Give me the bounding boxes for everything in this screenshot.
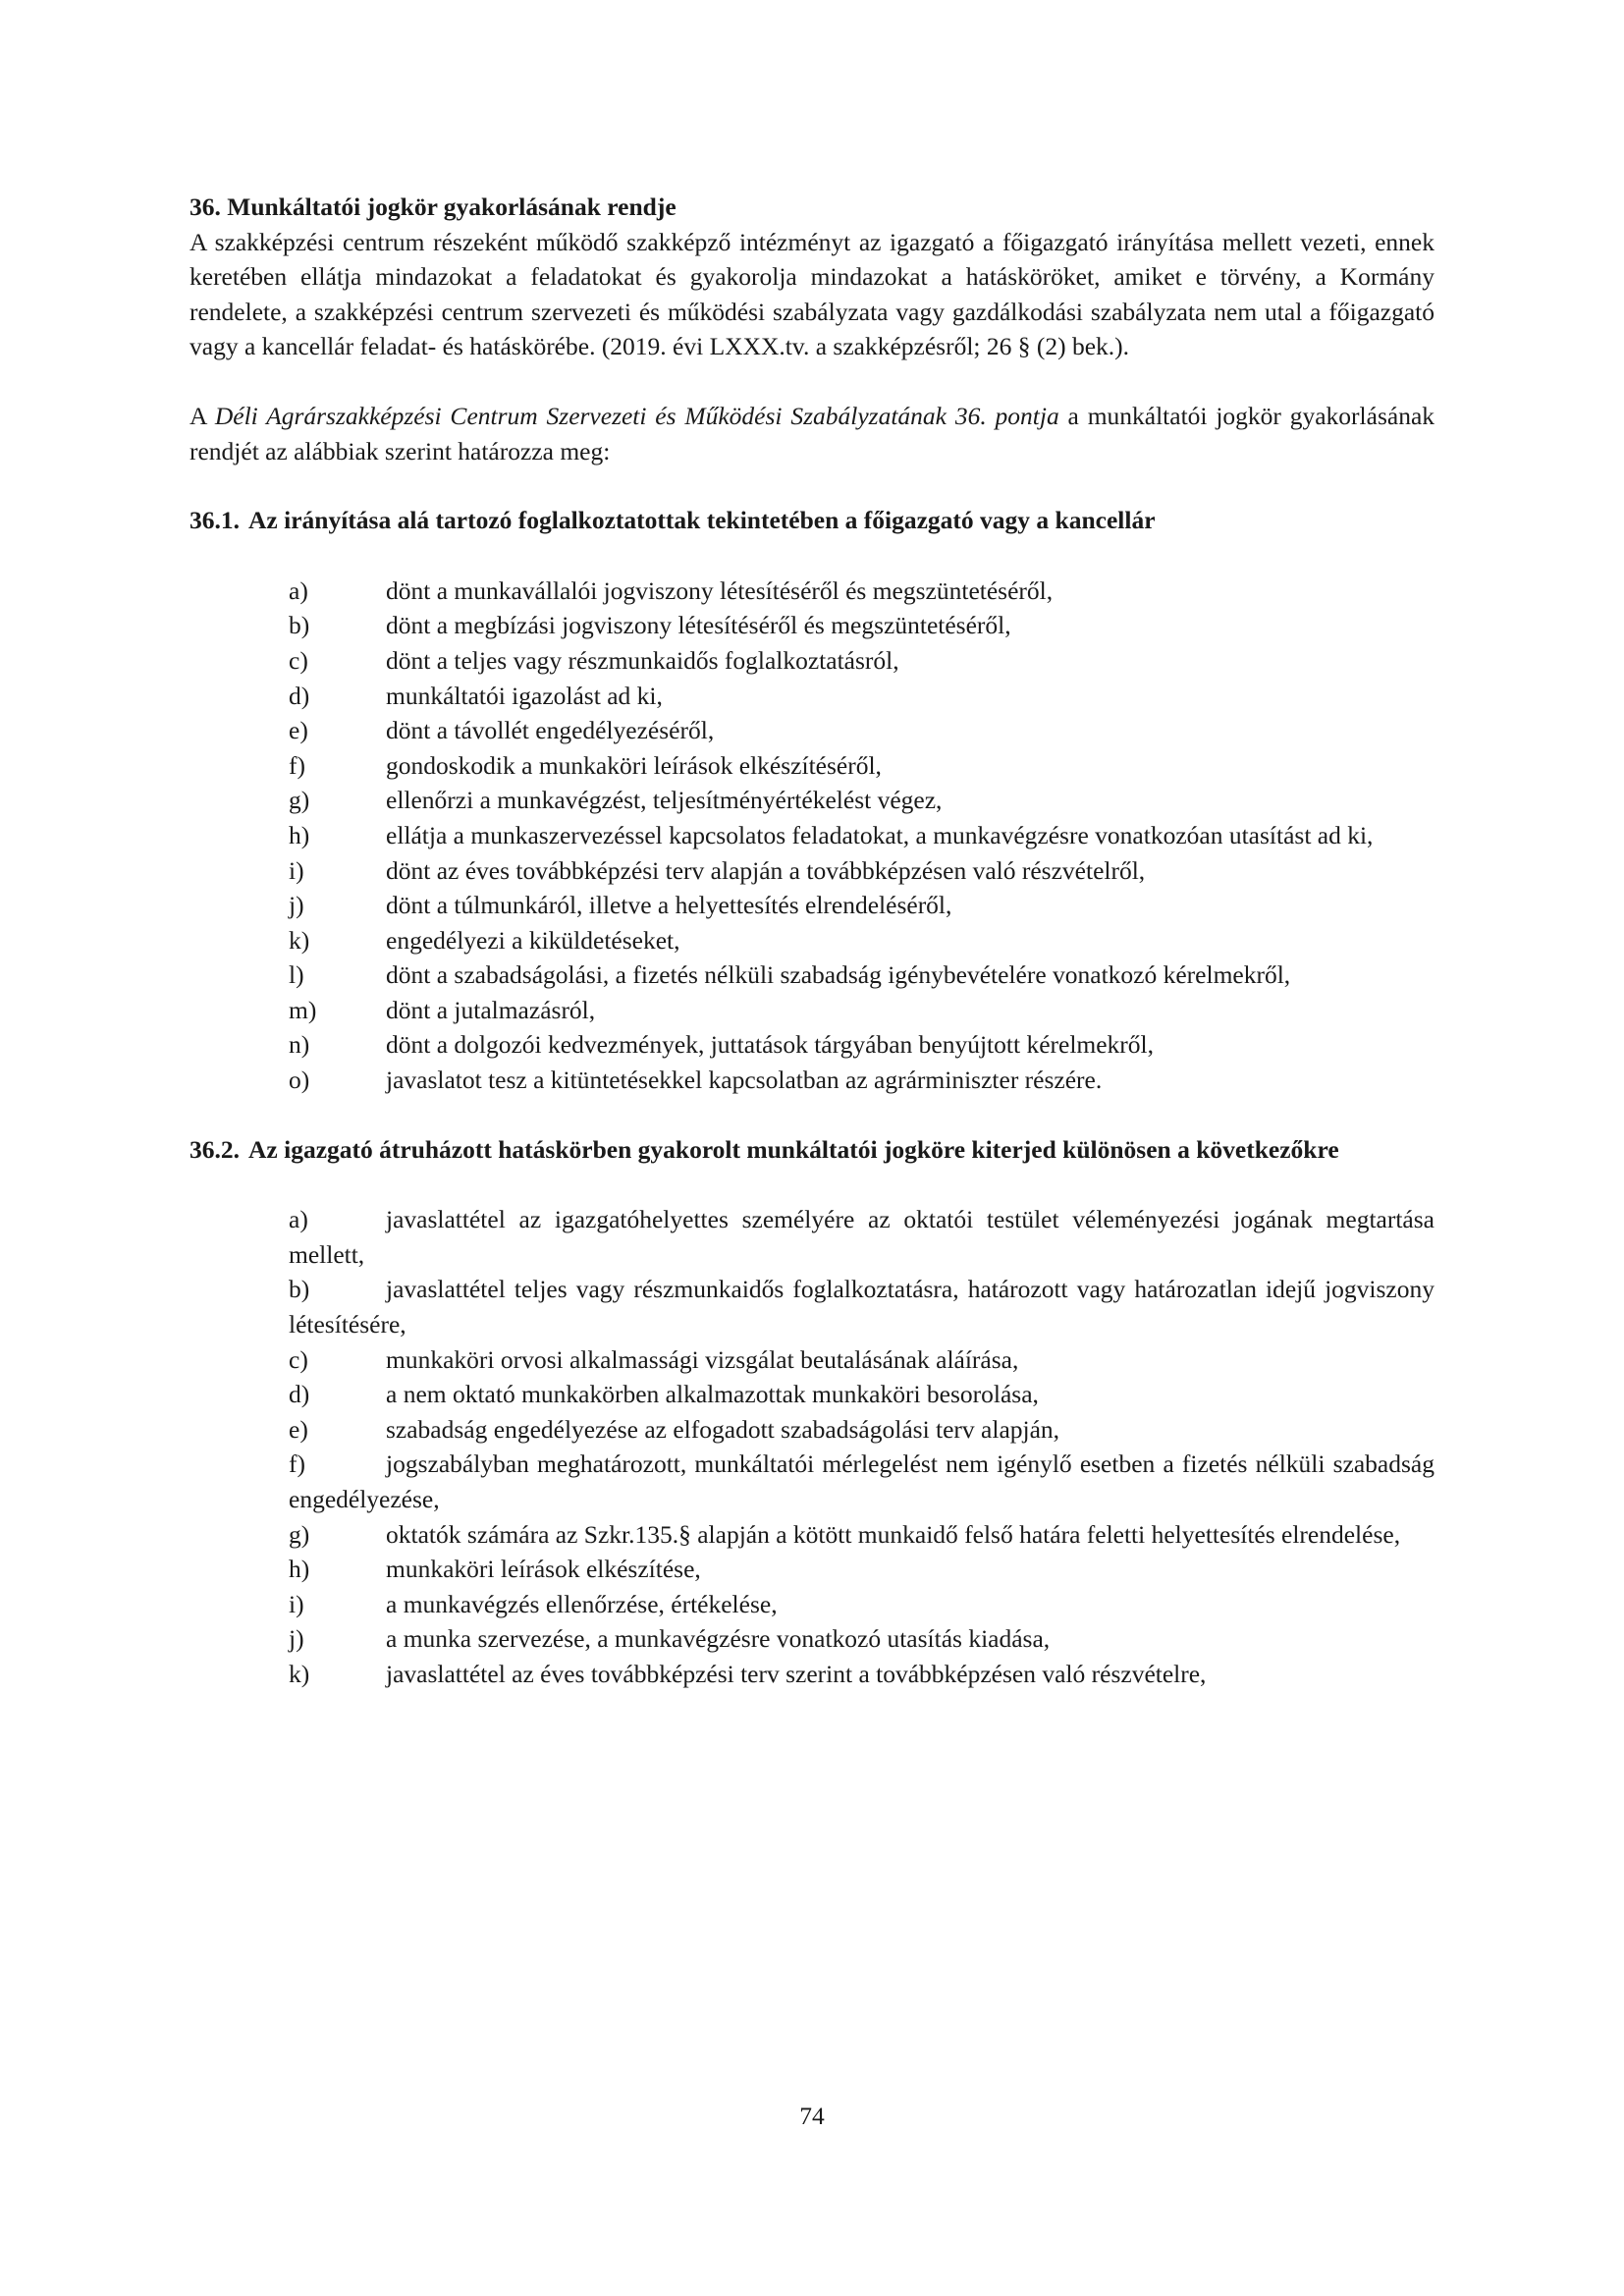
list-text: javaslatot tesz a kitüntetésekkel kapcsolatban az agrárminiszter részére. xyxy=(386,1066,1103,1095)
list-item xyxy=(289,1377,1435,1412)
list-item xyxy=(289,643,1435,679)
list-item xyxy=(289,748,1435,784)
list-item xyxy=(289,574,1435,609)
list-item xyxy=(289,853,1435,889)
list-item xyxy=(289,1517,1435,1553)
list-marker: f) xyxy=(289,750,305,780)
list-text: dönt a dolgozói kedvezmények, juttatások tárgyában benyújtott kérelmekről, xyxy=(386,1030,1155,1060)
list-marker: h) xyxy=(289,1555,310,1584)
list-item xyxy=(289,1342,1435,1378)
list-item xyxy=(289,923,1435,958)
list-item xyxy=(289,1657,1435,1692)
reference-italic: Déli Agrárszakképzési Centrum Szervezeti és Működési Szabályzatának 36. pontja xyxy=(214,401,1059,430)
list-text: munkaköri leírások elkészítése, xyxy=(386,1555,701,1584)
section-intro: A szakképzési centrum részeként működő szakképző intézményt az igazgató a főigazgató irányítása mellett vezeti, ennek keretében ellátja mindazokat a feladatokat és gyakorolja mindazokat a hatásköröket, amiket e törvény, a Kormány rendelete, a szakképzési centrum szervezeti és működési szabályzata vagy gazdálkodási szabályzata nem utal a főigazgató vagy a kancellár feladat- és hatáskörébe. (2019. évi LXXX.tv. a szakképzésről; 26 § (2) bek.). xyxy=(189,227,1435,361)
list-marker: n) xyxy=(289,1030,310,1060)
subsection-heading-36-1 xyxy=(189,503,1435,538)
list-36-1 xyxy=(189,574,1435,1098)
list-item xyxy=(289,679,1435,714)
list-marker: d) xyxy=(289,681,310,710)
list-text: dönt a távollét engedélyezéséről, xyxy=(386,716,715,745)
list-item xyxy=(289,1447,1435,1516)
list-marker: g) xyxy=(289,1519,310,1549)
subsection-title: Az igazgató átruházott hatáskörben gyakorolt munkáltatói jogköre kiterjed különösen a következőkre xyxy=(248,1134,1339,1164)
spacer xyxy=(189,364,1435,399)
list-text: ellenőrzi a munkavégzést, teljesítményértékelést végez, xyxy=(386,786,943,815)
list-text: gondoskodik a munkaköri leírások elkészítéséről, xyxy=(386,750,882,780)
list-text: dönt a túlmunkáról, illetve a helyettesítés elrendeléséről, xyxy=(386,891,952,920)
subsection-heading-36-2 xyxy=(189,1132,1435,1168)
list-item xyxy=(289,1412,1435,1448)
list-text: a nem oktató munkakörben alkalmazottak munkaköri besorolása, xyxy=(386,1380,1039,1409)
reference-paragraph xyxy=(189,399,1435,468)
list-marker: h) xyxy=(289,820,310,849)
document-page xyxy=(189,190,1435,1692)
reference-prefix: A xyxy=(189,401,207,430)
list-text: oktatók számára az Szkr.135.§ alapján a kötött munkaidő felső határa feletti helyettesítés elrendelése, xyxy=(386,1519,1401,1549)
list-text: szabadság engedélyezése az elfogadott szabadságolási terv alapján, xyxy=(386,1414,1060,1444)
spacer xyxy=(189,538,1435,574)
list-marker: k) xyxy=(289,925,310,955)
list-text: ellátja a munkaszervezéssel kapcsolatos feladatokat, a munkavégzésre vonatkozóan utasítást ad ki, xyxy=(386,820,1374,849)
list-text: dönt az éves továbbképzési terv alapján a továbbképzésen való részvételről, xyxy=(386,855,1146,885)
list-item xyxy=(289,888,1435,923)
list-text: a munka szervezése, a munkavégzésre vonatkozó utasítás kiadása, xyxy=(386,1624,1051,1654)
list-marker: a) xyxy=(289,1205,308,1234)
list-text: jogszabályban meghatározott, munkáltatói mérlegelést nem igénylő esetben a fizetés nélküli szabadság engedélyezése, xyxy=(289,1449,1435,1513)
list-36-2 xyxy=(189,1202,1435,1691)
list-item xyxy=(289,713,1435,748)
list-marker: c) xyxy=(289,1344,308,1374)
spacer xyxy=(189,1098,1435,1132)
list-text: dönt a megbízási jogviszony létesítéséről és megszüntetéséről, xyxy=(386,611,1011,640)
list-item xyxy=(289,1587,1435,1622)
spacer xyxy=(189,1167,1435,1202)
list-item xyxy=(289,1552,1435,1587)
list-marker: d) xyxy=(289,1380,310,1409)
spacer xyxy=(189,468,1435,503)
subsection-number: 36.2. xyxy=(189,1134,240,1164)
list-item xyxy=(289,818,1435,853)
list-marker: e) xyxy=(289,716,308,745)
list-marker: f) xyxy=(289,1449,305,1479)
list-marker: g) xyxy=(289,786,310,815)
list-text: engedélyezi a kiküldetéseket, xyxy=(386,925,680,955)
list-text: dönt a teljes vagy részmunkaidős foglalkoztatásról, xyxy=(386,645,899,675)
list-marker: i) xyxy=(289,855,304,885)
list-marker: i) xyxy=(289,1589,304,1618)
list-marker: l) xyxy=(289,960,304,990)
list-item xyxy=(289,783,1435,818)
page-number: 74 xyxy=(799,2102,825,2130)
list-text: munkaköri orvosi alkalmassági vizsgálat beutalásának aláírása, xyxy=(386,1344,1019,1374)
list-marker: k) xyxy=(289,1659,310,1688)
list-marker: j) xyxy=(289,1624,304,1654)
list-item xyxy=(289,1063,1435,1098)
list-text: munkáltatói igazolást ad ki, xyxy=(386,681,663,710)
list-item xyxy=(289,993,1435,1028)
list-item xyxy=(289,957,1435,993)
list-text: javaslattétel teljes vagy részmunkaidős foglalkoztatásra, határozott vagy határozatlan idejű jogviszony létesítésére, xyxy=(289,1275,1435,1339)
subsection-number: 36.1. xyxy=(189,506,240,535)
section-title: 36. Munkáltatói jogkör gyakorlásának rendje xyxy=(189,192,677,221)
list-text: javaslattétel az éves továbbképzési terv szerint a továbbképzésen való részvételre, xyxy=(386,1659,1207,1688)
list-marker: e) xyxy=(289,1414,308,1444)
list-item xyxy=(289,1027,1435,1063)
list-item xyxy=(289,1621,1435,1657)
list-marker: b) xyxy=(289,1275,310,1304)
list-marker: m) xyxy=(289,995,317,1024)
subsection-title: Az irányítása alá tartozó foglalkoztatottak tekintetében a főigazgató vagy a kancellár xyxy=(248,506,1156,535)
list-marker: j) xyxy=(289,891,304,920)
list-item xyxy=(289,608,1435,643)
list-marker: c) xyxy=(289,645,308,675)
list-text: a munkavégzés ellenőrzése, értékelése, xyxy=(386,1589,778,1618)
list-marker: o) xyxy=(289,1066,310,1095)
list-text: dönt a szabadságolási, a fizetés nélküli szabadság igénybevételére vonatkozó kérelmekről, xyxy=(386,960,1291,990)
list-marker: b) xyxy=(289,611,310,640)
reference-suffix: a munkáltatói jogkör gyakorlásának rendjét az alábbiak szerint határozza meg: xyxy=(189,401,1435,465)
list-text: dönt a jutalmazásról, xyxy=(386,995,596,1024)
list-text: javaslattétel az igazgatóhelyettes személyére az oktatói testület véleményezési jogának megtartása mellett, xyxy=(289,1205,1435,1269)
list-marker: a) xyxy=(289,575,308,605)
list-item xyxy=(289,1272,1435,1341)
list-item xyxy=(289,1202,1435,1272)
list-text: dönt a munkavállalói jogviszony létesítéséről és megszüntetéséről, xyxy=(386,575,1054,605)
